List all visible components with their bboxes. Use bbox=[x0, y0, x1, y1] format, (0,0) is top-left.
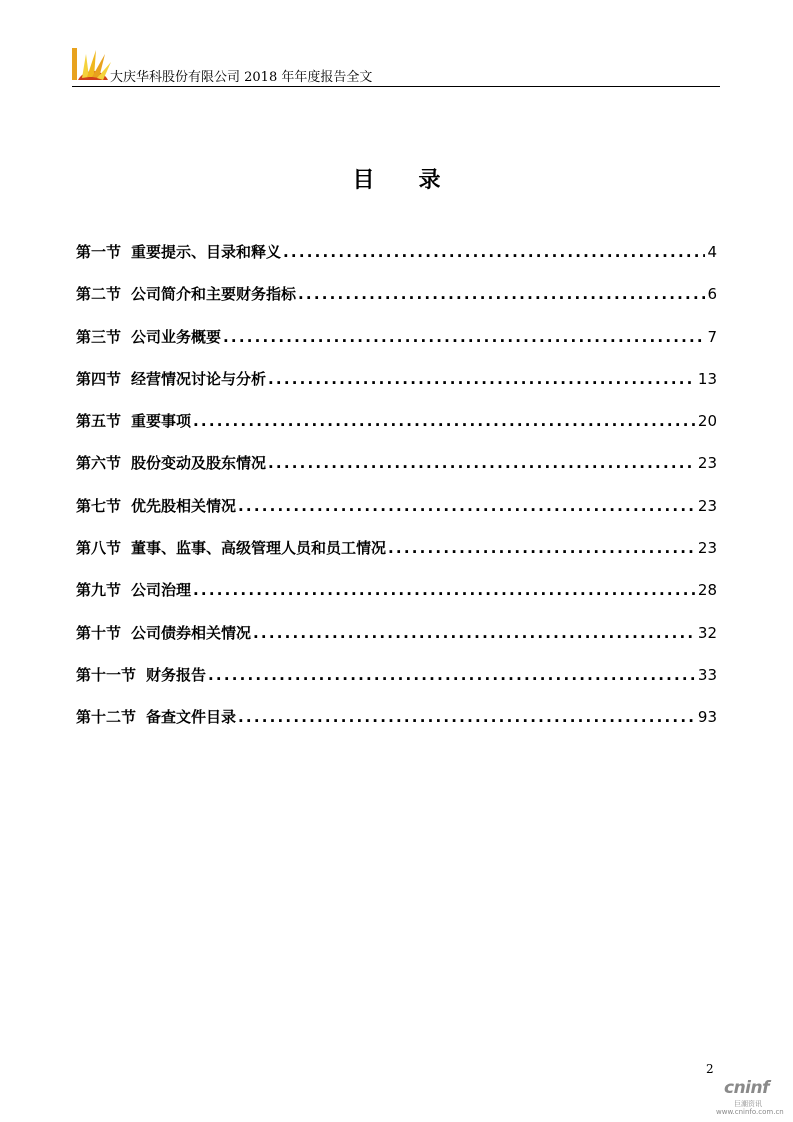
toc-section-title: 公司债券相关情况 bbox=[131, 623, 252, 642]
table-of-contents bbox=[76, 241, 717, 749]
toc-page-ref: 6 bbox=[707, 285, 717, 304]
watermark-url: www.cninfo.com.cn bbox=[716, 1108, 784, 1116]
toc-section-number: 第三节 bbox=[76, 327, 122, 346]
toc-section-number: 第十一节 bbox=[76, 665, 137, 684]
toc-section-title: 公司治理 bbox=[131, 581, 192, 600]
toc-section-number: 第十二节 bbox=[76, 708, 137, 727]
toc-section-number: 第九节 bbox=[76, 581, 122, 600]
toc-entry[interactable] bbox=[76, 622, 717, 664]
toc-page-ref: 20 bbox=[697, 412, 717, 431]
toc-section-number: 第四节 bbox=[76, 369, 122, 388]
toc-entry[interactable] bbox=[76, 706, 717, 748]
cninfo-watermark bbox=[710, 1078, 790, 1118]
toc-section-number: 第八节 bbox=[76, 539, 122, 558]
toc-section-title: 备查文件目录 bbox=[146, 708, 237, 727]
toc-section-number: 第十节 bbox=[76, 623, 122, 642]
toc-section-title: 重要事项 bbox=[131, 412, 192, 431]
toc-section-title: 公司简介和主要财务指标 bbox=[131, 285, 297, 304]
toc-section-number: 第二节 bbox=[76, 285, 122, 304]
watermark-subtitle: 巨潮资讯 bbox=[734, 1100, 762, 1108]
toc-page-ref: 33 bbox=[697, 665, 717, 684]
toc-page-ref: 7 bbox=[707, 327, 717, 346]
toc-page-ref: 13 bbox=[697, 369, 717, 388]
toc-entry[interactable] bbox=[76, 283, 717, 325]
toc-dot-leader bbox=[193, 412, 696, 430]
toc-section-title: 优先股相关情况 bbox=[131, 496, 237, 515]
header-title: 大庆华科股份有限公司 2018 年年度报告全文 bbox=[110, 70, 373, 85]
toc-dot-leader bbox=[193, 581, 696, 599]
header-divider bbox=[72, 86, 720, 87]
toc-entry[interactable] bbox=[76, 368, 717, 410]
toc-page-ref: 4 bbox=[707, 243, 717, 261]
toc-entry[interactable] bbox=[76, 664, 717, 706]
watermark-brand: cninf bbox=[724, 1078, 770, 1098]
toc-section-title: 股份变动及股东情况 bbox=[131, 454, 267, 473]
toc-section-title: 公司业务概要 bbox=[131, 327, 222, 346]
toc-dot-leader bbox=[208, 666, 696, 684]
toc-section-number: 第六节 bbox=[76, 454, 122, 473]
toc-entry[interactable] bbox=[76, 537, 717, 579]
toc-dot-leader bbox=[268, 370, 696, 388]
toc-entry[interactable] bbox=[76, 579, 717, 621]
company-logo-icon bbox=[72, 44, 112, 84]
toc-entry[interactable] bbox=[76, 241, 717, 283]
toc-dot-leader bbox=[298, 285, 705, 303]
toc-dot-leader bbox=[283, 243, 705, 261]
page-header bbox=[72, 44, 720, 88]
toc-page-ref: 23 bbox=[697, 539, 717, 558]
toc-dot-leader bbox=[223, 328, 705, 346]
toc-page-ref: 32 bbox=[697, 623, 717, 642]
toc-entry[interactable] bbox=[76, 452, 717, 494]
toc-section-title: 董事、监事、高级管理人员和员工情况 bbox=[131, 539, 387, 558]
toc-section-number: 第五节 bbox=[76, 412, 122, 431]
toc-section-title: 财务报告 bbox=[146, 665, 207, 684]
toc-entry[interactable] bbox=[76, 495, 717, 537]
toc-entry[interactable] bbox=[76, 326, 717, 368]
toc-heading: 目录 bbox=[352, 168, 485, 193]
toc-dot-leader bbox=[253, 624, 696, 642]
toc-page-ref: 23 bbox=[697, 454, 717, 473]
page-number: 2 bbox=[706, 1062, 714, 1076]
toc-dot-leader bbox=[238, 708, 696, 726]
toc-page-ref: 28 bbox=[697, 581, 717, 600]
toc-dot-leader bbox=[238, 497, 696, 515]
toc-dot-leader bbox=[388, 539, 696, 557]
toc-page-ref: 93 bbox=[697, 708, 717, 727]
toc-section-title: 经营情况讨论与分析 bbox=[131, 369, 267, 388]
toc-section-number: 第一节 bbox=[76, 243, 122, 261]
toc-section-number: 第七节 bbox=[76, 496, 122, 515]
toc-dot-leader bbox=[268, 454, 696, 472]
toc-section-title: 重要提示、目录和释义 bbox=[131, 243, 282, 261]
toc-page-ref: 23 bbox=[697, 496, 717, 515]
toc-entry[interactable] bbox=[76, 410, 717, 452]
